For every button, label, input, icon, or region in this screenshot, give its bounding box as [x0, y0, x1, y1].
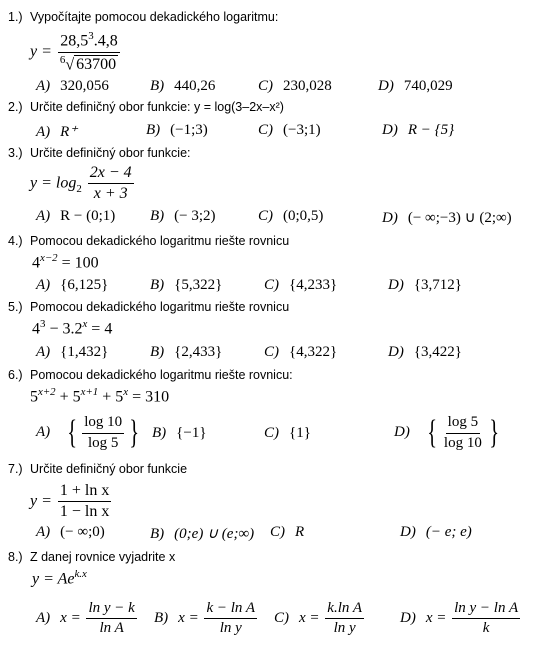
question-4-heading: 4.) Pomocou dekadického logaritmu riešte rovnicu — [8, 234, 290, 248]
q5-equation: $4^3 - 3.2^x = 4$ — [32, 318, 113, 338]
q5-option-d[interactable]: D) {3,422} — [388, 344, 462, 360]
q6-equation: $5^{x+2} + 5^{x+1} + 5^x = 310$ — [30, 386, 170, 406]
q1-option-d[interactable]: D) 740,029 — [378, 78, 453, 94]
q5-option-a[interactable]: A) {1,432} — [36, 344, 109, 360]
question-8-heading: 8.) Z danej rovnice vyjadrite x — [8, 550, 176, 564]
q3-expression: $y = \log_2$ $\frac{2x - 4}{x + 3}$ — [30, 164, 132, 203]
q7-option-a[interactable]: A) (− ∞;0) — [36, 524, 105, 540]
q4-option-a[interactable]: A) {6,125} — [36, 277, 109, 293]
q4-equation: $4^{x-2} = 100$ — [32, 252, 99, 272]
q3-option-a[interactable]: A) R − (0;1) — [36, 208, 116, 224]
q2-option-d[interactable]: D) R − {5} — [382, 122, 455, 138]
question-3-heading: 3.) Určite definičný obor funkcie: — [8, 146, 191, 160]
q1-option-c[interactable]: C) 230,028 — [258, 78, 332, 94]
q8-equation: $y = Ae^{k.x}$ — [32, 568, 87, 588]
q8-option-c[interactable]: C) x = $\frac{\text{k.ln A}}{\text{ln y}}$ — [274, 600, 362, 637]
question-5-heading: 5.) Pomocou dekadického logaritmu riešte rovnicu — [8, 300, 290, 314]
q6-option-a[interactable]: A) { $\frac{\log 10}{\log 5}$ } — [36, 414, 140, 451]
q7-option-d[interactable]: D) (− e; e) — [400, 524, 472, 540]
q4-option-d[interactable]: D) {3,712} — [388, 277, 462, 293]
q6-option-c[interactable]: C) {1} — [264, 425, 311, 441]
question-2-heading: 2.) Určite definičný obor funkcie: y = log(3–2x–x²) — [8, 100, 284, 114]
q1-option-b[interactable]: B) 440,26 — [150, 78, 216, 94]
q3-option-c[interactable]: C) (0;0,5) — [258, 208, 324, 224]
q7-expression: y = $\frac{\text{1 + ln x}}{\text{1 − ln x}}$ — [30, 482, 110, 521]
q7-option-b[interactable]: B) (0;e) ∪ (e;∞) — [150, 526, 255, 542]
q2-option-a[interactable]: A) R⁺ — [36, 124, 78, 140]
q4-option-b[interactable]: B) {5,322} — [150, 277, 223, 293]
q2-option-c[interactable]: C) (−3;1) — [258, 122, 321, 138]
q8-option-b[interactable]: B) x = $\frac{\text{k − ln A}}{\text{ln y}}$ — [154, 600, 256, 637]
q2-option-b[interactable]: B) (−1;3) — [146, 122, 208, 138]
q1-expression: y = $\frac{28,5^3.4,8}{^6√ 63700}$ — [30, 30, 118, 74]
question-7-heading: 7.) Určite definičný obor funkcie — [8, 462, 188, 476]
question-1-heading: 1.) Vypočítajte pomocou dekadického logaritmu: — [8, 10, 279, 24]
q6-option-d[interactable]: D) { $\frac{\log 5}{\log 10}$ } — [394, 414, 499, 451]
q1-option-a[interactable]: A) 320,056 — [36, 78, 109, 94]
q3-option-d[interactable]: D) (− ∞;−3) ∪ (2;∞) — [382, 210, 512, 226]
q5-option-b[interactable]: B) {2,433} — [150, 344, 223, 360]
q8-option-a[interactable]: A) x = $\frac{\text{ln y − k}}{\text{ln A}}$ — [36, 600, 135, 637]
q8-option-d[interactable]: D) x = $\frac{\text{ln y − ln A}}{k}$ — [400, 600, 519, 637]
q6-option-b[interactable]: B) {−1} — [152, 425, 207, 441]
q4-option-c[interactable]: C) {4,233} — [264, 277, 338, 293]
q5-option-c[interactable]: C) {4,322} — [264, 344, 338, 360]
q3-option-b[interactable]: B) (− 3;2) — [150, 208, 216, 224]
q7-option-c[interactable]: C) R — [270, 524, 305, 540]
question-6-heading: 6.) Pomocou dekadického logaritmu riešte rovnicu: — [8, 368, 293, 382]
